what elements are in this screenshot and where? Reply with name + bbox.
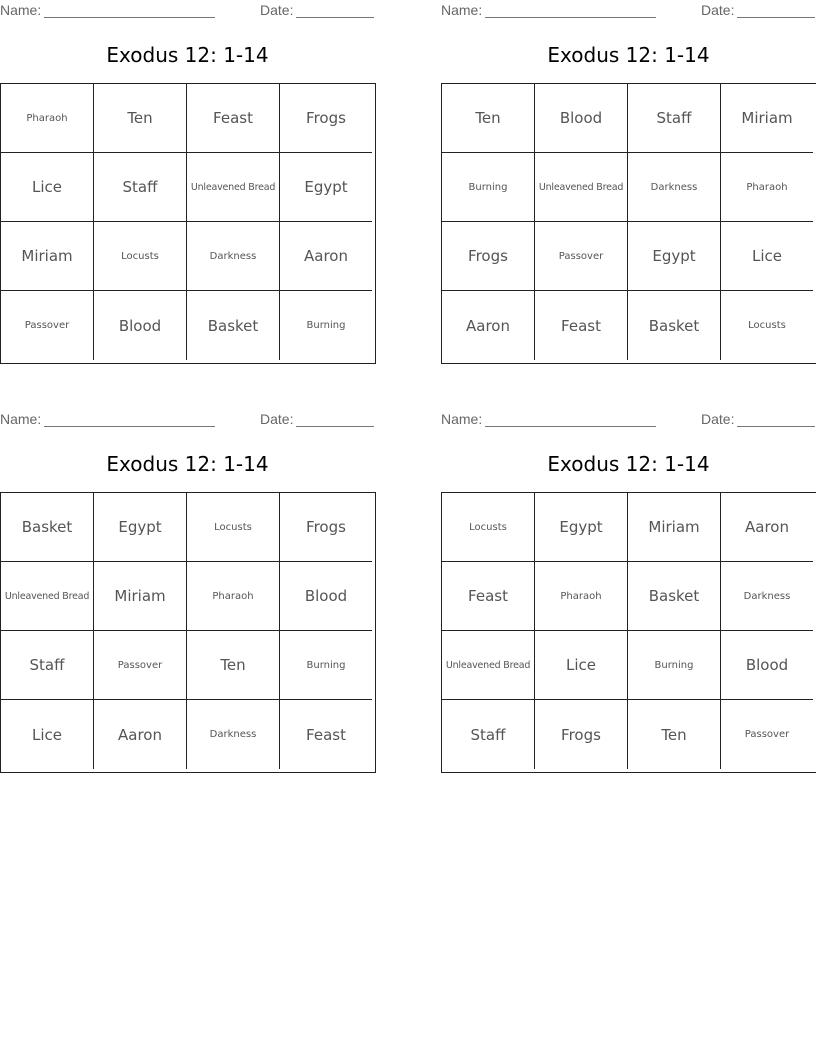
bingo-cell[interactable]: Darkness (187, 700, 280, 769)
bingo-cell[interactable]: Frogs (280, 84, 372, 153)
bingo-cell[interactable]: Lice (535, 631, 628, 700)
bingo-cell[interactable]: Feast (442, 562, 535, 631)
bingo-cell[interactable]: Blood (535, 84, 628, 153)
bingo-cell[interactable]: Darkness (187, 222, 280, 291)
bingo-cell[interactable]: Locusts (442, 493, 535, 562)
bingo-cell[interactable]: Pharaoh (1, 84, 94, 153)
bingo-cell[interactable]: Darkness (721, 562, 813, 631)
name-line[interactable] (485, 412, 656, 427)
bingo-cell[interactable]: Egypt (94, 493, 187, 562)
bingo-cell[interactable]: Staff (442, 700, 535, 769)
bingo-cell[interactable]: Miriam (628, 493, 721, 562)
bingo-cell[interactable]: Frogs (280, 493, 372, 562)
bingo-card (0, 0, 375, 380)
bingo-cell[interactable]: Aaron (280, 222, 372, 291)
bingo-cell[interactable]: Burning (442, 153, 535, 222)
bingo-cell[interactable]: Lice (1, 153, 94, 222)
bingo-cell[interactable]: Basket (187, 291, 280, 360)
bingo-cell[interactable]: Unleavened Bread (187, 153, 280, 222)
bingo-cell[interactable]: Miriam (721, 84, 813, 153)
bingo-cell[interactable]: Unleavened Bread (442, 631, 535, 700)
date-field[interactable] (701, 411, 815, 427)
date-line[interactable] (296, 412, 374, 427)
bingo-cell[interactable]: Aaron (94, 700, 187, 769)
bingo-cell[interactable]: Staff (1, 631, 94, 700)
bingo-cell[interactable]: Aaron (442, 291, 535, 360)
name-label: Name: (441, 411, 483, 427)
name-label: Name: (441, 2, 483, 18)
card-header (441, 2, 816, 20)
bingo-cell[interactable]: Aaron (721, 493, 813, 562)
bingo-grid (0, 83, 376, 364)
date-label: Date: (701, 2, 735, 18)
card-header (0, 2, 375, 20)
date-line[interactable] (737, 412, 815, 427)
card-header (441, 411, 816, 429)
bingo-card (441, 0, 816, 380)
name-line[interactable] (44, 412, 215, 427)
bingo-cell[interactable]: Basket (1, 493, 94, 562)
bingo-cell[interactable]: Burning (628, 631, 721, 700)
name-field[interactable] (441, 411, 656, 427)
bingo-cell[interactable]: Unleavened Bread (535, 153, 628, 222)
bingo-cell[interactable]: Miriam (1, 222, 94, 291)
bingo-cell[interactable]: Egypt (280, 153, 372, 222)
bingo-grid (441, 492, 816, 773)
name-line[interactable] (44, 3, 215, 18)
bingo-cell[interactable]: Lice (721, 222, 813, 291)
bingo-cell[interactable]: Burning (306, 320, 346, 331)
bingo-cell[interactable]: Ten (94, 84, 187, 153)
card-title: Exodus 12: 1-14 (547, 452, 710, 476)
name-label: Name: (0, 411, 42, 427)
bingo-cell[interactable]: Pharaoh (721, 153, 813, 222)
bingo-cell[interactable]: Pharaoh (535, 562, 628, 631)
bingo-cell[interactable]: Passover (94, 631, 187, 700)
bingo-cell[interactable]: Darkness (628, 153, 721, 222)
card-title: Exodus 12: 1-14 (547, 43, 710, 67)
bingo-cell[interactable]: Frogs (442, 222, 535, 291)
bingo-cell[interactable]: Locusts (748, 320, 786, 331)
date-label: Date: (260, 411, 294, 427)
bingo-card (0, 409, 375, 789)
name-label: Name: (0, 2, 42, 18)
bingo-cell[interactable]: Frogs (535, 700, 628, 769)
card-title: Exodus 12: 1-14 (106, 43, 269, 67)
bingo-card (441, 409, 816, 789)
bingo-cell[interactable]: Passover (535, 222, 628, 291)
date-label: Date: (701, 411, 735, 427)
date-line[interactable] (296, 3, 374, 18)
bingo-cell[interactable]: Feast (187, 84, 280, 153)
bingo-cell[interactable]: Miriam (94, 562, 187, 631)
bingo-cell[interactable]: Ten (442, 84, 535, 153)
bingo-cell[interactable]: Basket (628, 562, 721, 631)
date-field[interactable] (701, 2, 815, 18)
bingo-cell[interactable]: Passover (744, 729, 790, 740)
bingo-cell[interactable]: Burning (280, 631, 372, 700)
bingo-cell[interactable]: Lice (1, 700, 94, 769)
card-title: Exodus 12: 1-14 (106, 452, 269, 476)
name-field[interactable] (0, 411, 215, 427)
bingo-cell[interactable]: Blood (94, 291, 187, 360)
bingo-cell[interactable]: Locusts (94, 222, 187, 291)
name-field[interactable] (441, 2, 656, 18)
bingo-grid (441, 83, 816, 364)
bingo-cell[interactable]: Ten (187, 631, 280, 700)
bingo-grid (0, 492, 376, 773)
bingo-cell[interactable]: Feast (306, 725, 346, 744)
bingo-cell[interactable]: Egypt (535, 493, 628, 562)
date-field[interactable] (260, 2, 374, 18)
date-line[interactable] (737, 3, 815, 18)
bingo-cell[interactable]: Unleavened Bread (1, 562, 94, 631)
bingo-cell[interactable]: Staff (94, 153, 187, 222)
bingo-cell[interactable]: Staff (628, 84, 721, 153)
bingo-cell[interactable]: Blood (721, 631, 813, 700)
bingo-cell[interactable]: Locusts (187, 493, 280, 562)
bingo-cell[interactable]: Egypt (628, 222, 721, 291)
bingo-cell[interactable]: Blood (280, 562, 372, 631)
bingo-cell[interactable]: Ten (628, 700, 721, 769)
bingo-cell[interactable]: Feast (535, 291, 628, 360)
name-line[interactable] (485, 3, 656, 18)
bingo-cell[interactable]: Passover (1, 291, 94, 360)
date-field[interactable] (260, 411, 374, 427)
card-header (0, 411, 375, 429)
bingo-cell[interactable]: Basket (628, 291, 721, 360)
name-field[interactable] (0, 2, 215, 18)
date-label: Date: (260, 2, 294, 18)
bingo-cell[interactable]: Pharaoh (187, 562, 280, 631)
